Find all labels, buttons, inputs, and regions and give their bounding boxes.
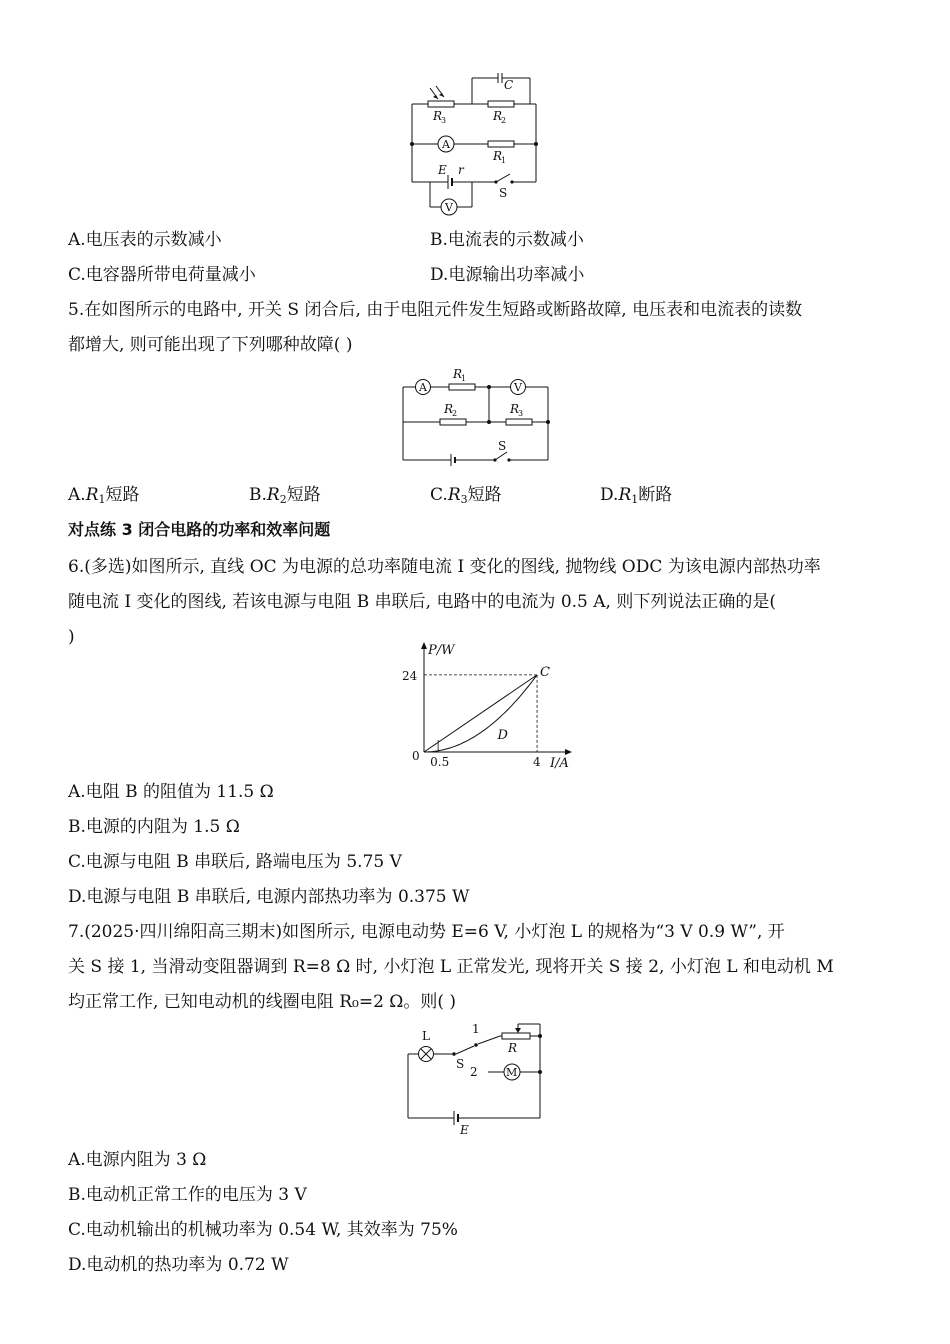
q4-label-c: C <box>504 78 514 92</box>
q4-label-r1: R <box>493 149 503 163</box>
point-label-c: C <box>540 664 550 680</box>
q5-circuit-figure <box>395 365 560 465</box>
q7-stem-line-3: 均正常工作, 已知电动机的线圈电阻 R₀=2 Ω。则( ) <box>68 992 457 1012</box>
q4-label-ammeter: A <box>442 138 450 151</box>
q7-option-d: D.电动机的热功率为 0.72 W <box>68 1255 289 1275</box>
y-tick-label-24: 24 <box>402 668 418 683</box>
q5-label-r1: R <box>453 367 463 381</box>
q4-label-r2-sub: 2 <box>501 116 507 125</box>
q6-option-c: C.电源与电阻 B 串联后, 路端电压为 5.75 V <box>68 852 402 872</box>
q4-label-s: S <box>499 186 508 200</box>
q7-circuit-figure <box>400 1020 560 1140</box>
q4-option-c: C.电容器所带电荷量减小 <box>68 265 256 285</box>
x-axis-arrow <box>565 749 572 755</box>
q4-label-r3-sub: 3 <box>441 116 447 125</box>
q4-label-r3: R <box>433 109 443 123</box>
q6-option-a: A.电阻 B 的阻值为 11.5 Ω <box>68 782 274 802</box>
q4-label-e: E <box>438 163 447 177</box>
q7-label-motor: M <box>506 1066 518 1079</box>
section-3-title: 对点练 3 闭合电路的功率和效率问题 <box>68 520 331 539</box>
q4-label-r: r <box>458 163 464 177</box>
q6-stem-line-1: 6.(多选)如图所示, 直线 OC 为电源的总功率随电流 I 变化的图线, 抛物线 ODC 为该电源内部热功率 <box>68 557 821 577</box>
q6-power-graph <box>380 643 569 772</box>
series-oc-line <box>424 675 537 752</box>
q5-stem-line-2: 都增大, 则可能出现了下列哪种故障( ) <box>68 335 353 355</box>
q7-label-contact-2: 2 <box>470 1065 478 1079</box>
q4-option-a: A.电压表的示数减小 <box>68 230 222 250</box>
q5-option-b: $B.R_2$短路 <box>249 485 321 506</box>
q5-label-s: S <box>498 439 507 453</box>
y-axis-label: P/W <box>428 643 455 658</box>
q5-label-ammeter: A <box>419 381 427 394</box>
q7-label-contact-1: 1 <box>472 1022 480 1036</box>
q5-label-r1-sub: 1 <box>461 374 467 383</box>
q7-label-r: R <box>508 1041 518 1055</box>
origin-label: 0 <box>412 749 420 763</box>
q4-label-r1-sub: 1 <box>501 156 507 165</box>
q7-label-e: E <box>460 1123 469 1137</box>
q4-option-d: D.电源输出功率减小 <box>430 265 585 285</box>
point-label-d: D <box>497 728 508 744</box>
q5-stem-line-1: 5.在如图所示的电路中, 开关 S 闭合后, 由于电阻元件发生短路或断路故障, 电压表和电流表的读数 <box>68 300 803 320</box>
q5-option-a: $A.R_1$短路 <box>68 485 140 506</box>
q7-option-b: B.电动机正常工作的电压为 3 V <box>68 1185 307 1205</box>
q7-label-s: S <box>456 1057 465 1071</box>
q7-option-a: A.电源内阻为 3 Ω <box>68 1150 207 1170</box>
q5-option-c: $C.R_3$短路 <box>430 485 502 506</box>
q5-option-d: $D.R_1$断路 <box>600 485 673 506</box>
q7-stem-line-1: 7.(2025·四川绵阳高三期末)如图所示, 电源电动势 E=6 V, 小灯泡 L 的规格为“3 V 0.9 W”, 开 <box>68 922 785 942</box>
q6-option-d: D.电源与电阻 B 串联后, 电源内部热功率为 0.375 W <box>68 887 470 907</box>
y-axis-arrow <box>421 642 427 649</box>
q6-option-b: B.电源的内阻为 1.5 Ω <box>68 817 240 837</box>
q6-stem-line-3: ) <box>68 627 75 647</box>
q5-label-r2-sub: 2 <box>452 409 458 418</box>
q4-circuit-figure <box>400 70 550 220</box>
q4-label-r2: R <box>493 109 503 123</box>
q5-label-r3: R <box>510 402 520 416</box>
x-axis-label: I/A <box>550 756 569 771</box>
q7-stem-line-2: 关 S 接 1, 当滑动变阻器调到 R=8 Ω 时, 小灯泡 L 正常发光, 现将开关 S 接 2, 小灯泡 L 和电动机 M <box>68 957 834 977</box>
q5-label-r2: R <box>444 402 454 416</box>
q7-option-c: C.电动机输出的机械功率为 0.54 W, 其效率为 75% <box>68 1220 458 1240</box>
x-tick-label-4: 4 <box>533 755 541 769</box>
q4-label-voltmeter: V <box>445 201 453 214</box>
q4-option-b: B.电流表的示数减小 <box>430 230 584 250</box>
q5-label-voltmeter: V <box>514 381 522 394</box>
q6-stem-line-2: 随电流 I 变化的图线, 若该电源与电阻 B 串联后, 电路中的电流为 0.5 A, 则下列说法正确的是( <box>68 592 776 612</box>
q7-label-l: L <box>422 1029 430 1043</box>
q5-label-r3-sub: 3 <box>518 409 524 418</box>
x-tick-label-0-5: 0.5 <box>430 755 450 769</box>
